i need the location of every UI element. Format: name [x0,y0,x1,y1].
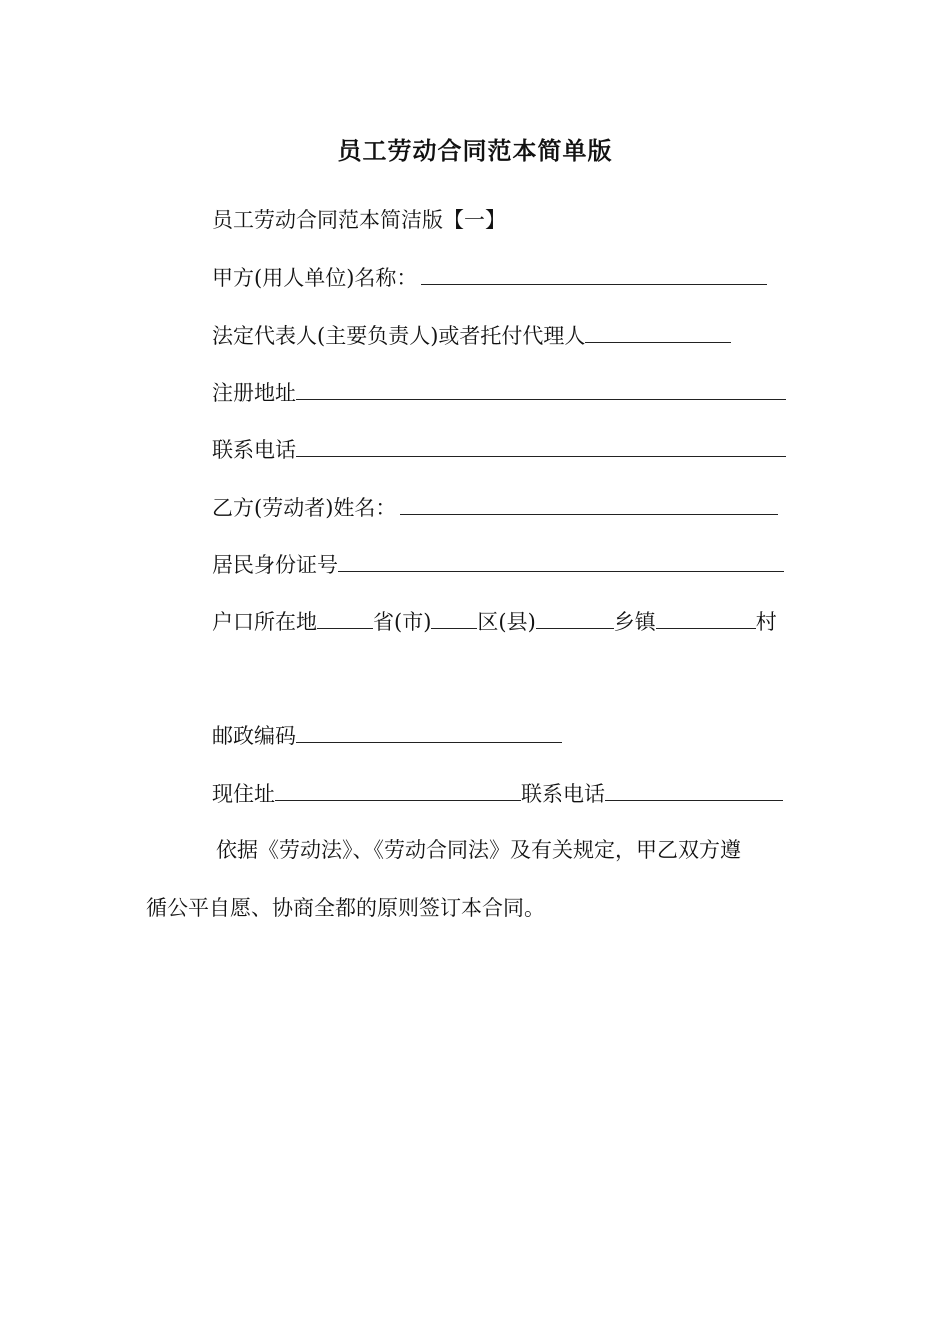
subtitle-text: 员工劳动合同范本简洁版【一】 [212,208,506,232]
party-b-name-blank[interactable] [400,492,778,515]
id-number-line [212,549,784,579]
phone-line [212,434,786,464]
hukou-province-label: 省(市) [373,610,432,634]
party-a-name-blank[interactable] [421,262,767,285]
hukou-province-blank[interactable] [317,606,373,629]
contract-subtitle [212,205,506,235]
current-address-blank[interactable] [275,778,521,801]
postal-code-line [212,720,562,750]
hukou-district-blank[interactable] [431,606,477,629]
reg-address-line [212,377,786,407]
document-title: 员工劳动合同范本简单版 [337,136,613,165]
current-phone-blank[interactable] [605,778,783,801]
hukou-village-blank[interactable] [656,606,756,629]
postal-code-label: 邮政编码 [212,724,296,748]
clause-line-2: 循公平自愿、协商全都的原则签订本合同。 [146,896,545,920]
party-b-name-line [212,492,778,522]
hukou-village-label: 村 [755,610,777,634]
hukou-district-label: 区(县) [477,610,536,634]
party-a-name-label: 甲方(用人单位)名称： [212,266,418,290]
phone-label: 联系电话 [212,438,296,462]
reg-address-blank[interactable] [296,377,786,400]
hukou-township-blank[interactable] [536,606,614,629]
party-a-name-line [212,262,767,292]
current-address-label: 现住址 [212,782,275,806]
hukou-line [212,606,777,636]
id-number-blank[interactable] [338,549,784,572]
reg-address-label: 注册地址 [212,381,296,405]
legal-rep-label: 法定代表人(主要负责人)或者托付代理人 [212,324,586,348]
id-number-label: 居民身份证号 [212,553,338,577]
hukou-label: 户口所在地 [212,610,317,634]
clause-line-1: 依据《劳动法》、《劳动合同法》及有关规定，甲乙双方遵 [216,838,741,862]
clause-paragraph [146,835,806,923]
legal-rep-blank[interactable] [585,320,731,343]
phone-blank[interactable] [296,434,786,457]
current-address-line [212,778,783,808]
legal-rep-line [212,320,731,350]
hukou-township-label: 乡镇 [613,610,656,634]
postal-code-blank[interactable] [296,720,562,743]
current-phone-label: 联系电话 [521,782,605,806]
party-b-name-label: 乙方(劳动者)姓名： [212,496,397,520]
